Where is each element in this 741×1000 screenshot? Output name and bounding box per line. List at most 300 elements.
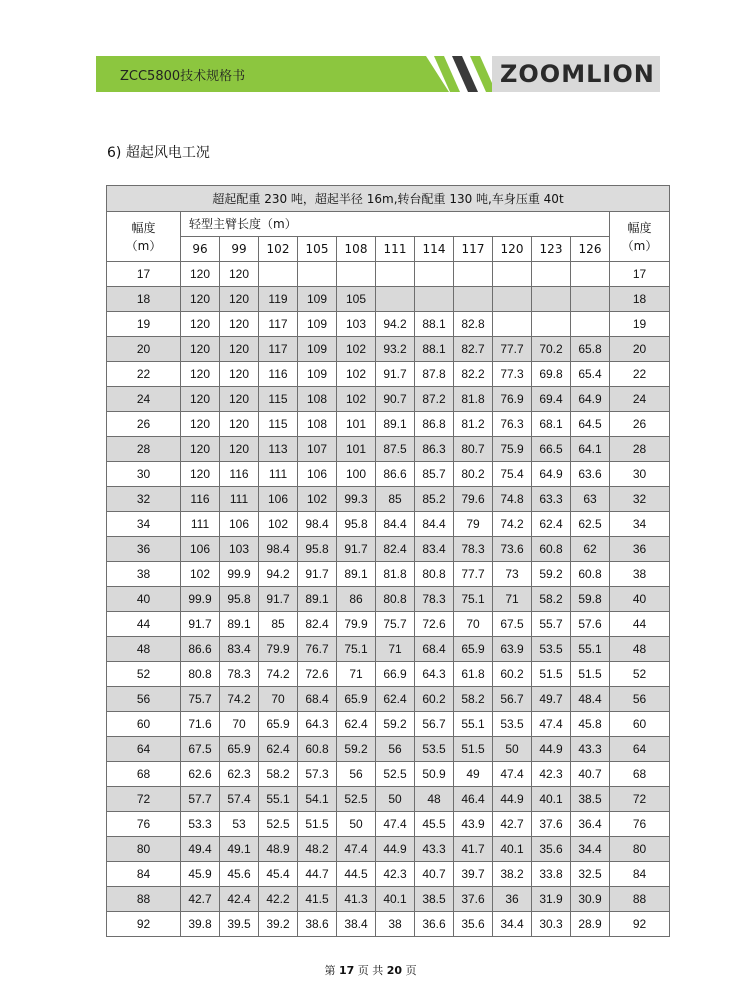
capacity-cell: 80.8 xyxy=(415,562,454,587)
radius-cell-right: 32 xyxy=(610,487,670,512)
capacity-cell: 120 xyxy=(220,412,259,437)
capacity-cell: 59.2 xyxy=(532,562,571,587)
capacity-cell: 38.4 xyxy=(337,912,376,937)
capacity-cell: 69.8 xyxy=(532,362,571,387)
radius-cell-right: 52 xyxy=(610,662,670,687)
capacity-cell: 91.7 xyxy=(376,362,415,387)
capacity-cell: 120 xyxy=(181,262,220,287)
capacity-cell: 119 xyxy=(259,287,298,312)
capacity-cell: 50.9 xyxy=(415,762,454,787)
capacity-cell: 73.6 xyxy=(493,537,532,562)
capacity-cell: 81.8 xyxy=(454,387,493,412)
radius-cell-left: 38 xyxy=(107,562,181,587)
radius-cell-right: 48 xyxy=(610,637,670,662)
capacity-cell: 60.8 xyxy=(571,562,610,587)
radius-cell-left: 80 xyxy=(107,837,181,862)
radius-cell-right: 76 xyxy=(610,812,670,837)
capacity-cell: 47.4 xyxy=(376,812,415,837)
capacity-cell: 53.5 xyxy=(532,637,571,662)
radius-cell-right: 92 xyxy=(610,912,670,937)
capacity-cell: 56.7 xyxy=(493,687,532,712)
capacity-cell: 76.9 xyxy=(493,387,532,412)
radius-cell-right: 60 xyxy=(610,712,670,737)
capacity-cell: 32.5 xyxy=(571,862,610,887)
capacity-cell: 30.3 xyxy=(532,912,571,937)
capacity-cell: 99.9 xyxy=(220,562,259,587)
capacity-cell: 57.4 xyxy=(220,787,259,812)
table-row xyxy=(107,787,670,812)
capacity-cell: 62.3 xyxy=(220,762,259,787)
zoomlion-logo: ZOOMLION xyxy=(500,60,655,88)
capacity-cell: 68.1 xyxy=(532,412,571,437)
boom-length-cell: 102 xyxy=(259,237,298,262)
table-caption: 超起配重 230 吨，超起半径 16m,转台配重 130 吨,车身压重 40t xyxy=(107,186,670,212)
capacity-cell: 71 xyxy=(376,637,415,662)
capacity-cell xyxy=(532,312,571,337)
boom-length-cell: 126 xyxy=(571,237,610,262)
radius-cell-left: 28 xyxy=(107,437,181,462)
capacity-cell: 98.4 xyxy=(259,537,298,562)
capacity-cell: 94.2 xyxy=(259,562,298,587)
capacity-cell: 62.5 xyxy=(571,512,610,537)
capacity-cell: 116 xyxy=(259,362,298,387)
capacity-cell: 120 xyxy=(181,437,220,462)
capacity-cell: 60.8 xyxy=(298,737,337,762)
document-title: ZCC5800技术规格书 xyxy=(120,69,246,84)
capacity-cell: 98.4 xyxy=(298,512,337,537)
table-row xyxy=(107,587,670,612)
radius-cell-right: 22 xyxy=(610,362,670,387)
capacity-cell: 49.1 xyxy=(220,837,259,862)
capacity-cell: 116 xyxy=(220,462,259,487)
boom-length-cell: 120 xyxy=(493,237,532,262)
capacity-cell: 41.5 xyxy=(298,887,337,912)
capacity-cell: 85.7 xyxy=(415,462,454,487)
capacity-cell: 40.1 xyxy=(376,887,415,912)
capacity-cell: 80.8 xyxy=(376,587,415,612)
capacity-cell: 62.4 xyxy=(376,687,415,712)
radius-cell-left: 76 xyxy=(107,812,181,837)
capacity-cell: 67.5 xyxy=(493,612,532,637)
capacity-cell: 56 xyxy=(337,762,376,787)
capacity-cell: 120 xyxy=(220,337,259,362)
radius-cell-right: 44 xyxy=(610,612,670,637)
capacity-cell: 86.6 xyxy=(181,637,220,662)
capacity-cell: 108 xyxy=(298,387,337,412)
capacity-cell: 117 xyxy=(259,312,298,337)
radius-cell-right: 28 xyxy=(610,437,670,462)
capacity-cell: 89.1 xyxy=(220,612,259,637)
section-title: 6) 超起风电工况 xyxy=(107,145,210,161)
capacity-cell: 45.8 xyxy=(571,712,610,737)
capacity-cell: 78.3 xyxy=(454,537,493,562)
radius-cell-left: 30 xyxy=(107,462,181,487)
capacity-cell: 39.8 xyxy=(181,912,220,937)
capacity-cell: 120 xyxy=(181,387,220,412)
capacity-cell: 34.4 xyxy=(493,912,532,937)
capacity-cell: 107 xyxy=(298,437,337,462)
capacity-cell: 45.5 xyxy=(415,812,454,837)
boom-length-cell: 117 xyxy=(454,237,493,262)
table-row xyxy=(107,737,670,762)
capacity-cell: 79.6 xyxy=(454,487,493,512)
capacity-cell: 36.4 xyxy=(571,812,610,837)
radius-cell-right: 17 xyxy=(610,262,670,287)
boom-length-cell: 123 xyxy=(532,237,571,262)
radius-cell-right: 36 xyxy=(610,537,670,562)
capacity-cell: 58.2 xyxy=(532,587,571,612)
table-row xyxy=(107,712,670,737)
capacity-cell: 80.7 xyxy=(454,437,493,462)
capacity-cell: 80.8 xyxy=(181,662,220,687)
capacity-cell: 76.3 xyxy=(493,412,532,437)
capacity-cell: 81.2 xyxy=(454,412,493,437)
capacity-cell: 59.2 xyxy=(337,737,376,762)
boom-length-cell: 108 xyxy=(337,237,376,262)
capacity-cell: 94.2 xyxy=(376,312,415,337)
capacity-cell: 49.4 xyxy=(181,837,220,862)
radius-cell-right: 26 xyxy=(610,412,670,437)
capacity-cell: 120 xyxy=(181,412,220,437)
radius-cell-left: 92 xyxy=(107,912,181,937)
capacity-cell: 76.7 xyxy=(298,637,337,662)
radius-cell-right: 38 xyxy=(610,562,670,587)
capacity-cell: 120 xyxy=(220,387,259,412)
capacity-cell: 85.2 xyxy=(415,487,454,512)
capacity-cell: 65.9 xyxy=(259,712,298,737)
capacity-cell: 41.7 xyxy=(454,837,493,862)
capacity-cell: 43.9 xyxy=(454,812,493,837)
capacity-cell: 45.6 xyxy=(220,862,259,887)
table-row xyxy=(107,262,670,287)
capacity-cell: 57.3 xyxy=(298,762,337,787)
page-header xyxy=(96,56,660,92)
capacity-cell: 62.4 xyxy=(259,737,298,762)
capacity-cell: 65.4 xyxy=(571,362,610,387)
radius-cell-left: 36 xyxy=(107,537,181,562)
table-row xyxy=(107,312,670,337)
capacity-cell: 82.4 xyxy=(376,537,415,562)
capacity-cell xyxy=(376,287,415,312)
capacity-cell: 81.8 xyxy=(376,562,415,587)
table-row xyxy=(107,687,670,712)
capacity-cell: 86.6 xyxy=(376,462,415,487)
capacity-cell: 95.8 xyxy=(337,512,376,537)
capacity-cell: 80.2 xyxy=(454,462,493,487)
radius-header-right: 幅度 （m） xyxy=(610,212,670,262)
capacity-cell: 62.6 xyxy=(181,762,220,787)
capacity-cell: 82.8 xyxy=(454,312,493,337)
radius-cell-left: 19 xyxy=(107,312,181,337)
capacity-cell: 88.1 xyxy=(415,337,454,362)
capacity-cell: 71.6 xyxy=(181,712,220,737)
capacity-cell xyxy=(571,312,610,337)
capacity-cell: 42.4 xyxy=(220,887,259,912)
capacity-cell: 48.2 xyxy=(298,837,337,862)
table-row xyxy=(107,912,670,937)
capacity-cell: 89.1 xyxy=(298,587,337,612)
capacity-cell: 40.1 xyxy=(493,837,532,862)
capacity-cell: 37.6 xyxy=(454,887,493,912)
table-row xyxy=(107,612,670,637)
capacity-cell: 50 xyxy=(493,737,532,762)
capacity-cell: 102 xyxy=(337,362,376,387)
capacity-cell: 106 xyxy=(181,537,220,562)
capacity-cell: 117 xyxy=(259,337,298,362)
capacity-cell: 93.2 xyxy=(376,337,415,362)
capacity-cell: 46.4 xyxy=(454,787,493,812)
capacity-cell: 44.9 xyxy=(376,837,415,862)
capacity-cell: 57.6 xyxy=(571,612,610,637)
capacity-cell: 49 xyxy=(454,762,493,787)
capacity-cell: 85 xyxy=(376,487,415,512)
capacity-cell: 79 xyxy=(454,512,493,537)
capacity-cell: 75.7 xyxy=(376,612,415,637)
radius-cell-left: 64 xyxy=(107,737,181,762)
radius-cell-left: 17 xyxy=(107,262,181,287)
capacity-cell: 42.3 xyxy=(532,762,571,787)
capacity-cell: 75.1 xyxy=(454,587,493,612)
capacity-cell: 55.1 xyxy=(454,712,493,737)
capacity-cell: 55.7 xyxy=(532,612,571,637)
capacity-cell: 85 xyxy=(259,612,298,637)
capacity-cell: 120 xyxy=(220,437,259,462)
capacity-cell: 109 xyxy=(298,312,337,337)
capacity-cell: 38.5 xyxy=(571,787,610,812)
capacity-cell: 65.9 xyxy=(337,687,376,712)
capacity-cell: 86.8 xyxy=(415,412,454,437)
capacity-cell: 65.9 xyxy=(454,637,493,662)
capacity-cell: 39.7 xyxy=(454,862,493,887)
capacity-cell: 67.5 xyxy=(181,737,220,762)
boom-length-cell: 105 xyxy=(298,237,337,262)
capacity-cell: 38.6 xyxy=(298,912,337,937)
capacity-cell: 120 xyxy=(220,362,259,387)
capacity-cell: 53.3 xyxy=(181,812,220,837)
capacity-cell: 75.7 xyxy=(181,687,220,712)
capacity-cell: 111 xyxy=(181,512,220,537)
capacity-cell: 74.2 xyxy=(220,687,259,712)
radius-cell-right: 64 xyxy=(610,737,670,762)
radius-cell-left: 24 xyxy=(107,387,181,412)
capacity-cell: 39.5 xyxy=(220,912,259,937)
capacity-cell xyxy=(532,262,571,287)
table-row xyxy=(107,862,670,887)
capacity-cell: 37.6 xyxy=(532,812,571,837)
capacity-cell: 52.5 xyxy=(337,787,376,812)
capacity-cell: 58.2 xyxy=(259,762,298,787)
capacity-cell xyxy=(493,262,532,287)
capacity-cell: 108 xyxy=(298,412,337,437)
capacity-cell: 62.4 xyxy=(532,512,571,537)
capacity-cell: 91.7 xyxy=(337,537,376,562)
capacity-cell: 106 xyxy=(298,462,337,487)
capacity-cell xyxy=(415,262,454,287)
capacity-cell: 34.4 xyxy=(571,837,610,862)
capacity-cell: 65.9 xyxy=(220,737,259,762)
capacity-cell xyxy=(259,262,298,287)
capacity-cell: 74.2 xyxy=(259,662,298,687)
capacity-cell: 75.9 xyxy=(493,437,532,462)
boom-length-cell: 96 xyxy=(181,237,220,262)
capacity-cell: 82.2 xyxy=(454,362,493,387)
radius-cell-left: 18 xyxy=(107,287,181,312)
capacity-cell: 54.1 xyxy=(298,787,337,812)
capacity-cell: 109 xyxy=(298,362,337,387)
capacity-cell: 82.7 xyxy=(454,337,493,362)
radius-header-left: 幅度 （m） xyxy=(107,212,181,262)
capacity-cell: 109 xyxy=(298,287,337,312)
radius-cell-left: 52 xyxy=(107,662,181,687)
capacity-cell: 68.4 xyxy=(298,687,337,712)
capacity-cell: 79.9 xyxy=(337,612,376,637)
footer-suffix: 页 xyxy=(405,964,417,977)
table-row xyxy=(107,762,670,787)
capacity-cell: 44.7 xyxy=(298,862,337,887)
capacity-cell: 50 xyxy=(337,812,376,837)
capacity-cell: 102 xyxy=(337,387,376,412)
capacity-cell: 49.7 xyxy=(532,687,571,712)
capacity-cell: 56 xyxy=(376,737,415,762)
table-row xyxy=(107,387,670,412)
capacity-cell: 57.7 xyxy=(181,787,220,812)
table-row xyxy=(107,362,670,387)
capacity-cell: 70.2 xyxy=(532,337,571,362)
capacity-cell: 31.9 xyxy=(532,887,571,912)
table-row xyxy=(107,512,670,537)
table-row xyxy=(107,337,670,362)
capacity-cell: 75.4 xyxy=(493,462,532,487)
capacity-cell: 103 xyxy=(337,312,376,337)
capacity-cell: 99.3 xyxy=(337,487,376,512)
radius-cell-right: 68 xyxy=(610,762,670,787)
capacity-cell: 56.7 xyxy=(415,712,454,737)
capacity-cell: 87.2 xyxy=(415,387,454,412)
capacity-cell: 40.7 xyxy=(571,762,610,787)
load-chart-table xyxy=(106,185,670,937)
radius-cell-left: 68 xyxy=(107,762,181,787)
capacity-cell: 66.5 xyxy=(532,437,571,462)
capacity-cell xyxy=(298,262,337,287)
capacity-cell: 91.7 xyxy=(259,587,298,612)
capacity-cell: 64.3 xyxy=(415,662,454,687)
radius-cell-left: 20 xyxy=(107,337,181,362)
capacity-cell: 72.6 xyxy=(415,612,454,637)
capacity-cell: 66.9 xyxy=(376,662,415,687)
capacity-cell: 70 xyxy=(259,687,298,712)
capacity-cell: 70 xyxy=(220,712,259,737)
radius-cell-right: 34 xyxy=(610,512,670,537)
table-row xyxy=(107,462,670,487)
capacity-cell: 101 xyxy=(337,437,376,462)
capacity-cell: 120 xyxy=(181,462,220,487)
capacity-cell: 90.7 xyxy=(376,387,415,412)
capacity-cell: 101 xyxy=(337,412,376,437)
capacity-cell: 75.1 xyxy=(337,637,376,662)
radius-cell-right: 88 xyxy=(610,887,670,912)
capacity-cell: 64.1 xyxy=(571,437,610,462)
capacity-cell: 106 xyxy=(259,487,298,512)
capacity-cell: 63.9 xyxy=(493,637,532,662)
capacity-cell: 52.5 xyxy=(376,762,415,787)
capacity-cell: 120 xyxy=(181,287,220,312)
capacity-cell: 44.9 xyxy=(532,737,571,762)
table-row xyxy=(107,637,670,662)
capacity-cell: 55.1 xyxy=(259,787,298,812)
boom-length-cell: 99 xyxy=(220,237,259,262)
capacity-cell: 77.3 xyxy=(493,362,532,387)
capacity-cell: 100 xyxy=(337,462,376,487)
capacity-cell: 65.8 xyxy=(571,337,610,362)
capacity-cell: 51.5 xyxy=(454,737,493,762)
capacity-cell: 36.6 xyxy=(415,912,454,937)
capacity-cell: 53.5 xyxy=(493,712,532,737)
capacity-cell: 30.9 xyxy=(571,887,610,912)
capacity-cell: 73 xyxy=(493,562,532,587)
capacity-cell: 99.9 xyxy=(181,587,220,612)
capacity-cell: 53.5 xyxy=(415,737,454,762)
capacity-cell: 115 xyxy=(259,412,298,437)
table-row xyxy=(107,837,670,862)
capacity-cell: 62 xyxy=(571,537,610,562)
capacity-cell: 33.8 xyxy=(532,862,571,887)
radius-cell-left: 44 xyxy=(107,612,181,637)
capacity-cell: 55.1 xyxy=(571,637,610,662)
capacity-cell: 60.8 xyxy=(532,537,571,562)
table-row xyxy=(107,437,670,462)
capacity-cell: 120 xyxy=(220,287,259,312)
radius-cell-right: 18 xyxy=(610,287,670,312)
capacity-cell: 35.6 xyxy=(454,912,493,937)
capacity-cell: 59.2 xyxy=(376,712,415,737)
radius-cell-left: 40 xyxy=(107,587,181,612)
capacity-cell: 40.7 xyxy=(415,862,454,887)
radius-cell-left: 34 xyxy=(107,512,181,537)
capacity-cell: 44.5 xyxy=(337,862,376,887)
radius-cell-right: 40 xyxy=(610,587,670,612)
capacity-cell: 120 xyxy=(181,312,220,337)
capacity-cell: 53 xyxy=(220,812,259,837)
capacity-cell: 42.7 xyxy=(181,887,220,912)
capacity-cell: 102 xyxy=(259,512,298,537)
table-row xyxy=(107,537,670,562)
capacity-cell xyxy=(571,262,610,287)
radius-cell-left: 32 xyxy=(107,487,181,512)
capacity-cell xyxy=(571,287,610,312)
capacity-cell: 83.4 xyxy=(415,537,454,562)
radius-cell-left: 26 xyxy=(107,412,181,437)
capacity-cell: 47.4 xyxy=(337,837,376,862)
footer-total-pages: 20 xyxy=(386,964,403,977)
capacity-cell: 43.3 xyxy=(415,837,454,862)
radius-cell-left: 22 xyxy=(107,362,181,387)
table-row xyxy=(107,662,670,687)
capacity-cell: 79.9 xyxy=(259,637,298,662)
capacity-cell: 91.7 xyxy=(298,562,337,587)
capacity-cell: 35.6 xyxy=(532,837,571,862)
table-row xyxy=(107,287,670,312)
capacity-cell: 88.1 xyxy=(415,312,454,337)
capacity-cell: 95.8 xyxy=(220,587,259,612)
boom-length-header: 轻型主臂长度（m） xyxy=(181,212,610,237)
radius-cell-left: 48 xyxy=(107,637,181,662)
capacity-cell: 61.8 xyxy=(454,662,493,687)
radius-cell-right: 20 xyxy=(610,337,670,362)
capacity-cell: 84.4 xyxy=(376,512,415,537)
capacity-cell: 42.7 xyxy=(493,812,532,837)
capacity-cell: 43.3 xyxy=(571,737,610,762)
capacity-cell: 86.3 xyxy=(415,437,454,462)
